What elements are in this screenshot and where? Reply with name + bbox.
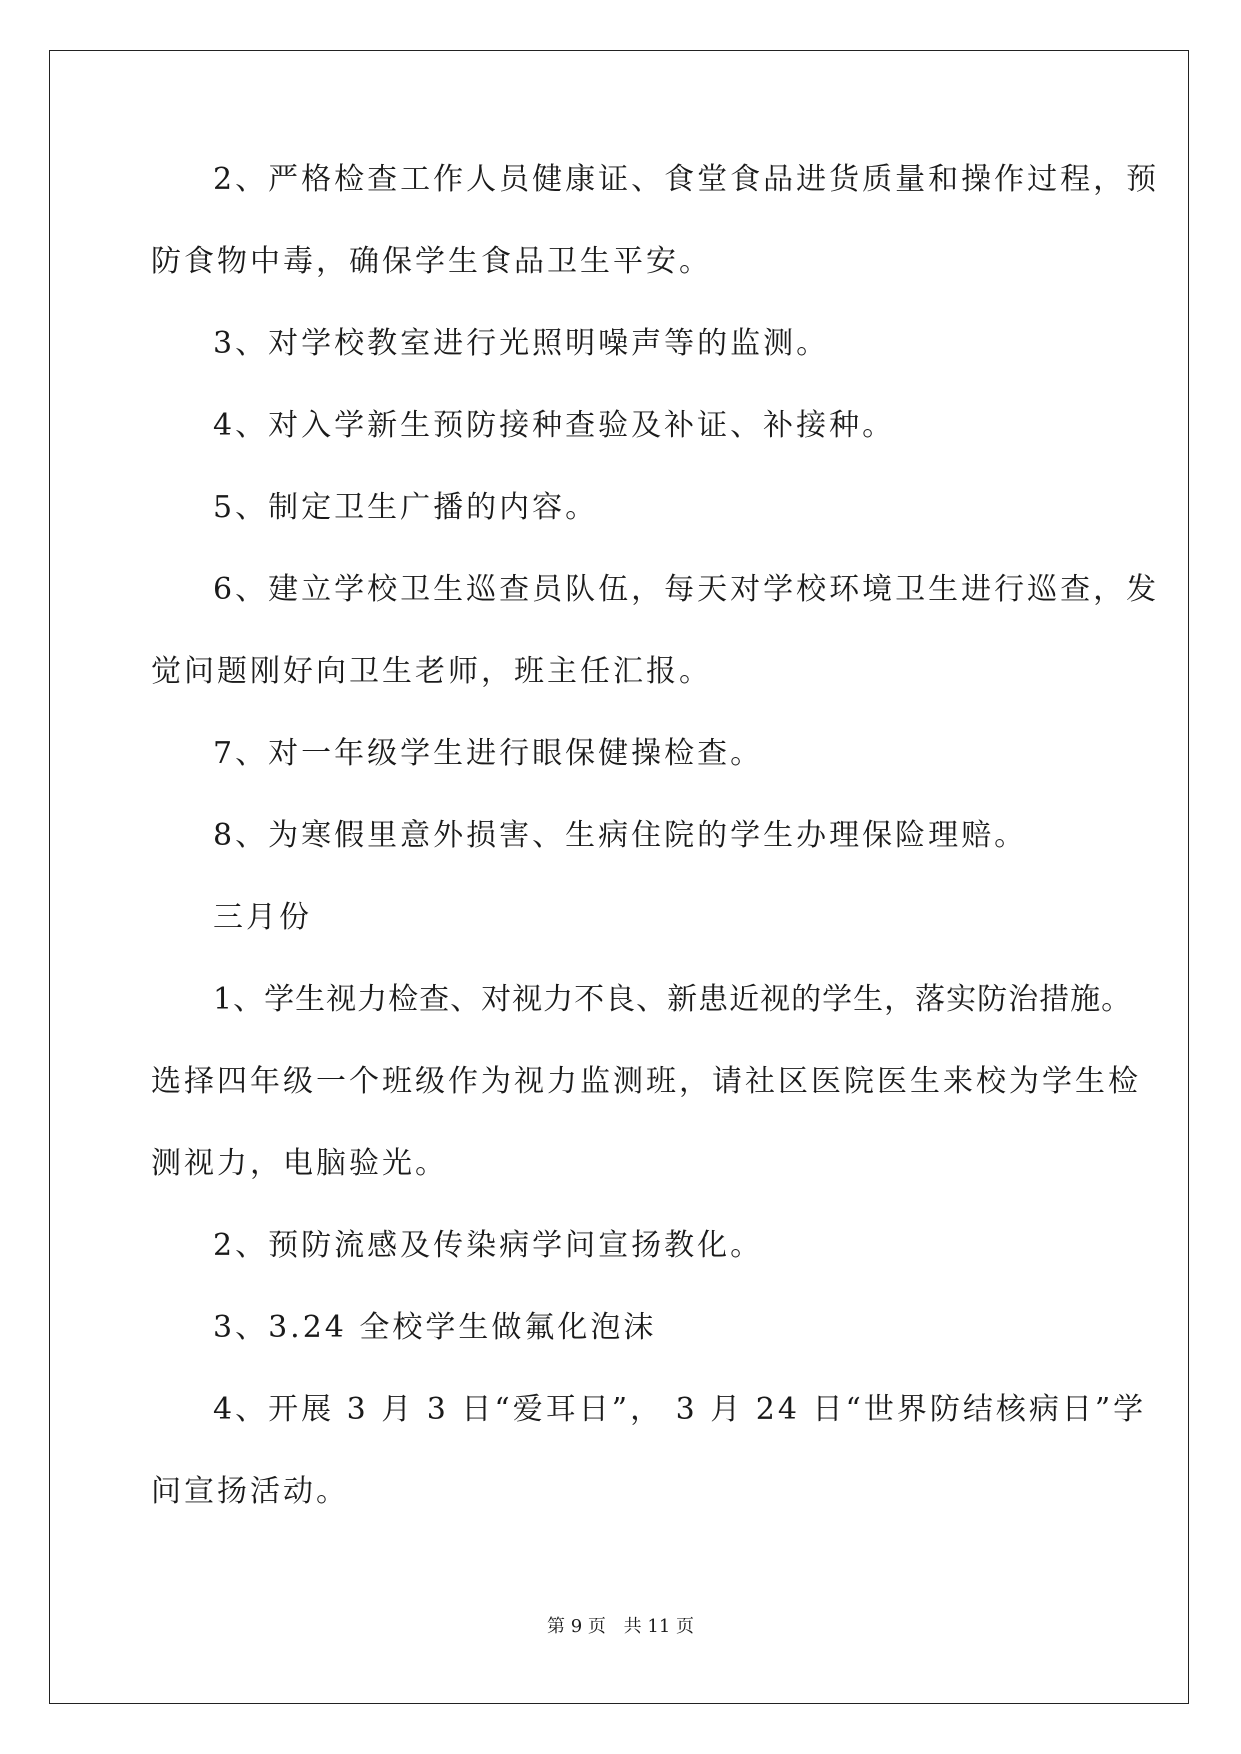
paragraph-line: 防食物中毒，确保学生食品卫生平安。 [151, 244, 712, 279]
paragraph-line: 2、预防流感及传染病学问宣扬教化。 [213, 1228, 764, 1263]
paragraph-line: 4、对入学新生预防接种查验及补证、补接种。 [213, 408, 896, 443]
section-heading: 三月份 [213, 900, 312, 935]
paragraph-line: 选择四年级一个班级作为视力监测班，请社区医院医生来校为学生检 [151, 1064, 1141, 1099]
paragraph-line: 觉问题刚好向卫生老师，班主任汇报。 [151, 654, 712, 689]
paragraph-line: 3、对学校教室进行光照明噪声等的监测。 [213, 326, 830, 361]
paragraph-line: 7、对一年级学生进行眼保健操检查。 [213, 736, 764, 771]
page-footer [0, 1612, 1241, 1638]
current-page-number: 第 9 页 [547, 1616, 606, 1637]
paragraph-line: 6、建立学校卫生巡查员队伍，每天对学校环境卫生进行巡查，发 [213, 572, 1160, 607]
paragraph-line: 测视力，电脑验光。 [151, 1146, 448, 1181]
paragraph-line: 8、为寒假里意外损害、生病住院的学生办理保险理赔。 [213, 818, 1028, 853]
paragraph-line: 4、开展 3 月 3 日“爱耳日”， 3 月 24 日“世界防结核病日”学 [213, 1392, 1147, 1427]
paragraph-line: 5、制定卫生广播的内容。 [213, 490, 599, 525]
paragraph-line: 3、3.24 全校学生做氟化泡沫 [213, 1310, 657, 1345]
paragraph-line: 问宣扬活动。 [151, 1474, 349, 1509]
paragraph-line: 1、学生视力检查、对视力不良、新患近视的学生，落实防治措施。 [213, 982, 1133, 1017]
total-page-count: 共 11 页 [623, 1616, 694, 1637]
paragraph-line: 2、严格检查工作人员健康证、食堂食品进货质量和操作过程，预 [213, 162, 1160, 197]
document-body [151, 160, 1160, 1554]
